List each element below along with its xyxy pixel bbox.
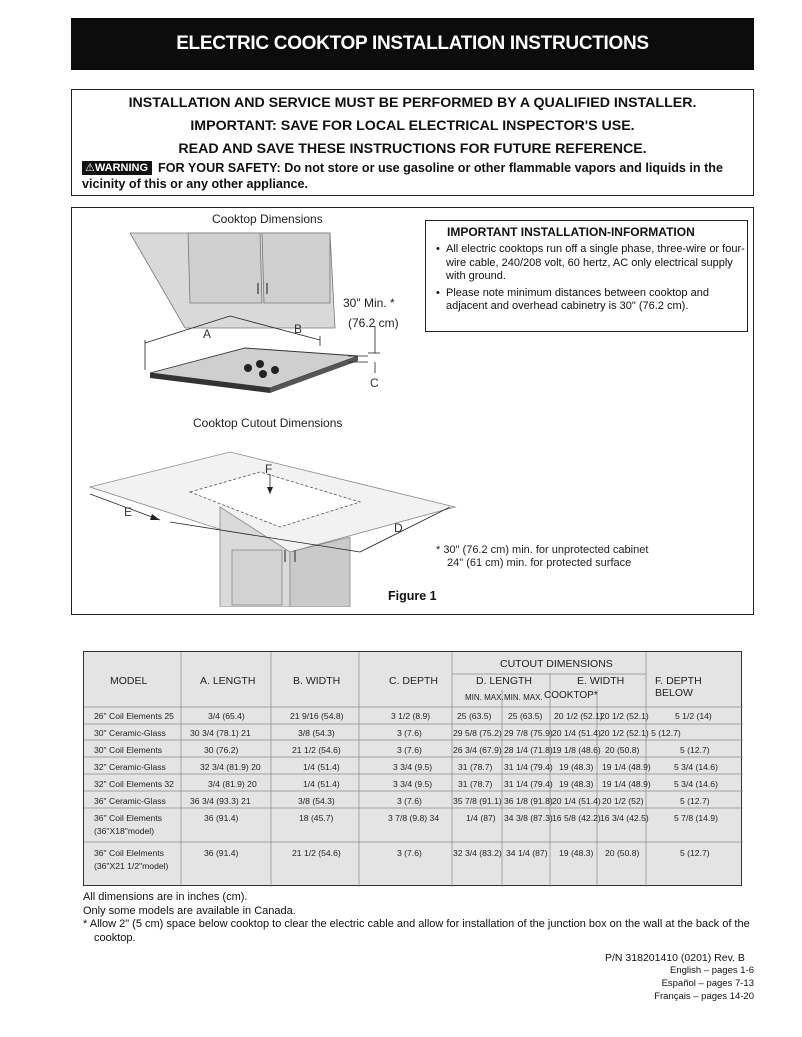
figure-caption: Figure 1 <box>388 589 437 603</box>
label-b: B <box>294 322 303 336</box>
notice-line-1: INSTALLATION AND SERVICE MUST BE PERFORMED BY A QUALIFIED INSTALLER. <box>128 95 697 111</box>
cooktop-dimensions-caption: Cooktop Dimensions <box>212 212 323 226</box>
header-e-width: E. WIDTH <box>577 675 625 687</box>
header-cutout: CUTOUT DIMENSIONS <box>500 658 613 670</box>
warning-text: FOR YOUR SAFETY: Do not store or use gasoline or other flammable vapors and liquids in the vicinity of this or any other appliance. <box>82 161 723 191</box>
info-list <box>426 243 747 314</box>
footer-line-2: Only some models are available in Canada. <box>83 905 296 917</box>
figure-footnote-1: * 30" (76.2 cm) min. for unprotected cabinet <box>436 544 649 556</box>
figure-footnote-2: 24" (61 cm) min. for protected surface <box>447 557 632 569</box>
header-b-width: B. WIDTH <box>293 675 341 687</box>
header-d-length: D. LENGTH <box>476 675 533 687</box>
footer-line-3: * Allow 2" (5 cm) space below cooktop to clear the electric cable and allow for installation of the junction box on the wall at the back of the cooktop. <box>83 918 750 944</box>
cooktop-surface <box>150 348 358 393</box>
cutout-illustration <box>80 432 460 607</box>
info-bullet-2: • Please note minimum distances between cooktop and adjacent and overhead cabinetry is 30" (76.2 cm). <box>436 286 709 312</box>
warning-triangle-icon: ⚠ <box>85 162 95 174</box>
header-min-max-2: MIN. MAX. <box>504 693 543 702</box>
info-bullet-1: • All electric cooktops run off a single phase, three-wire or four-wire cable, 240/208 volt, 60 hertz, AC only electrical supply with ground. <box>436 243 745 282</box>
pages-english: English – pages 1-6 <box>670 965 754 976</box>
header-f-depth-below: F. DEPTH BELOW <box>655 675 702 699</box>
page-title: ELECTRIC COOKTOP INSTALLATION INSTRUCTIONS <box>71 18 754 70</box>
label-a: A <box>203 327 212 341</box>
header-a-length: A. LENGTH <box>200 675 256 687</box>
pages-francais: Français – pages 14-20 <box>654 991 754 1002</box>
notice-line-2: IMPORTANT: SAVE FOR LOCAL ELECTRICAL INSPECTOR'S USE. <box>190 118 635 134</box>
label-e: E <box>124 505 133 519</box>
safety-notice <box>71 89 754 196</box>
cutout-dimensions-caption: Cooktop Cutout Dimensions <box>193 416 343 430</box>
min-distance-label: 30" Min. * <box>343 296 395 310</box>
label-f: F <box>265 462 273 476</box>
warning-row <box>82 160 742 192</box>
label-d: D <box>394 521 403 535</box>
notice-line-3: READ AND SAVE THESE INSTRUCTIONS FOR FUTURE REFERENCE. <box>178 141 647 157</box>
dimensions-table: MODEL A. LENGTH B. WIDTH C. DEPTH CUTOUT DIMENSIONS D. LENGTH E. WIDTH F. DEPTH BELOW MIN. MAX. MIN. MAX. COOKTOP* 26" Coil Elements 25 3/4 (65.4) 21 9/16 (54.8) 3 1/2 (8.9) 25 (63.5) 25 (63.5) 20 1/2 (52.1) 20 1/2 (52.1) 5 1/2 (14) 30" Ceramic-Glass 30 3/4 (78.1) 21 3/8 (54.3) 3 (7.6) 29 5/8 (75.2) 29 7/8 (75.9) 20 1/4 (51.4) 20 1/2 (52.1) 5 (12.7) 30" Coil Elements 30 (76.2) 21 1/2 (54.6) 3 (7.6) 26 3/4 (67.9) 28 1/4 (71.8) 19 1/8 (48.6) 20 (50.8) 5 (12.7) 32" Ceramic-Glass 32 3/4 (81.9) 20 1/4 (51.4) 3 3/4 (9.5) 31 (78.7) 31 1/4 (79.4) 19 (48.3) 19 1/4 (48.9) 5 3/4 (14.6) 32" Coil Elements 32 3/4 (81.9) 20 1/4 (51.4) 3 3/4 (9.5) 31 (78.7) 31 1/4 (79.4) 19 (48.3) 19 1/4 (48.9) 5 3/4 (14.6) 36" Ceramic-Glass 36 3/4 (93.3) 21 3/8 (54.3) 3 (7.6) 35 7/8 (91.1) 36 1/8 (91.8) 20 1/4 (51.4) 20 1/2 (52) 5 (12.7) 36" Coil Elements (36"X18"model) 36 (91.4) 18 (45.7) 3 7/8 (9.8) 34 1/4 (87) 34 3/8 (87.3) 16 5/8 (42.2) 16 3/4 (42.5) 5 7/8 (14.9) 36" Coil Elelments (36"X21 1/2"model) 36 (91.4) 21 1/2 (54.6) 3 (7.6) 32 3/4 (83.2) 34 1/4 (87) 19 (48.3) 20 (50.8) 5 (12.7) <box>83 651 742 886</box>
min-distance-cm: (76.2 cm) <box>348 316 399 330</box>
header-cooktop: COOKTOP* <box>544 690 598 701</box>
warning-badge: ⚠WARNING <box>82 161 152 175</box>
pages-espanol: Español – pages 7-13 <box>661 978 754 989</box>
header-c-depth: C. DEPTH <box>389 675 439 687</box>
part-number: P/N 318201410 (0201) Rev. B <box>605 952 745 964</box>
upper-cabinet <box>130 233 335 328</box>
info-title: IMPORTANT INSTALLATION-INFORMATION <box>447 225 695 239</box>
installation-info-box <box>425 220 748 332</box>
footer-line-1: All dimensions are in inches (cm). <box>83 891 248 903</box>
header-min-max-1: MIN. MAX. <box>465 693 504 702</box>
header-model: MODEL <box>110 675 148 687</box>
label-c: C <box>370 376 379 390</box>
